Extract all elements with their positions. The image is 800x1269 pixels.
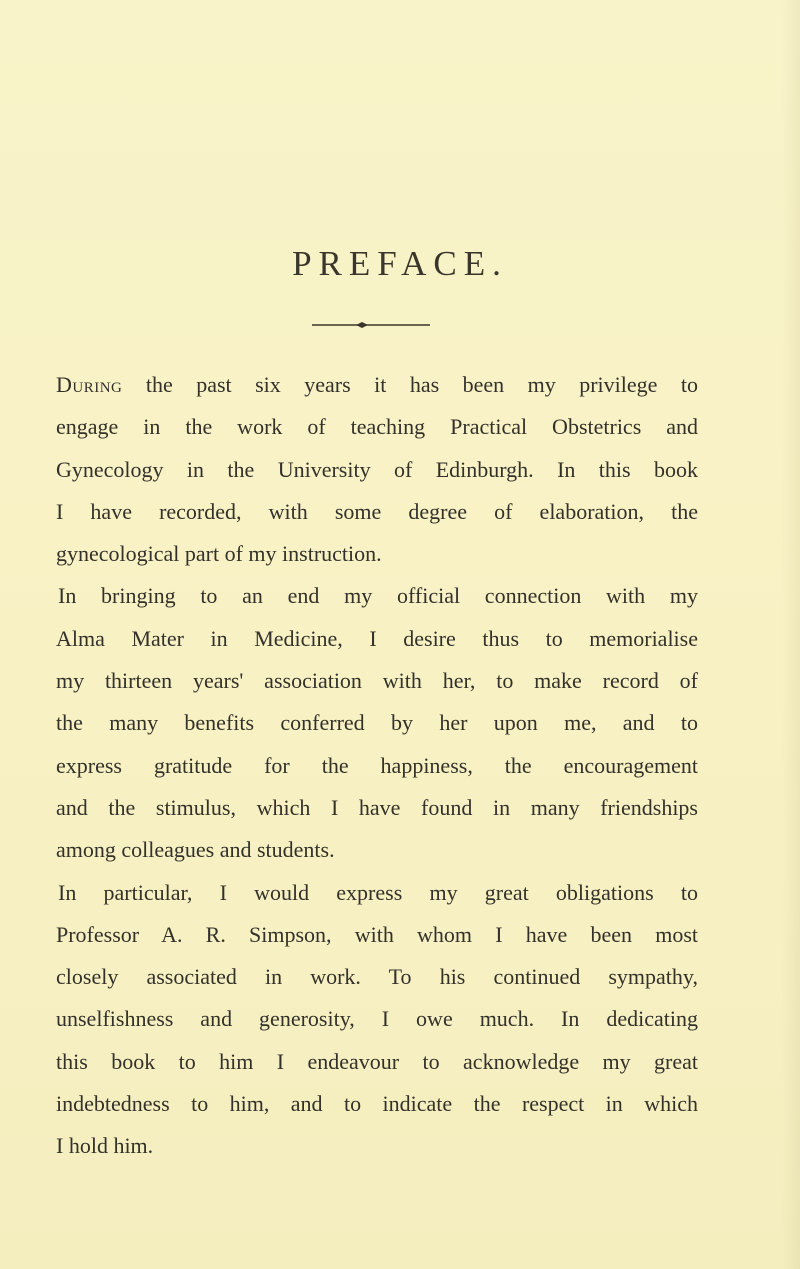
- text-line: unselfishness and generosity, I owe much. In dedicating: [56, 1006, 698, 1032]
- text-line: the many benefits conferred by her upon me, and to: [56, 710, 698, 736]
- text-line: engage in the work of teaching Practical Obstetrics and: [56, 414, 698, 440]
- text-line: Alma Mater in Medicine, I desire thus to memorialise: [56, 625, 698, 651]
- text-line: express gratitude for the happiness, the encouragement: [56, 752, 698, 778]
- text-line: I have recorded, with some degree of elaboration, the: [56, 498, 698, 524]
- text-line-rest: the past six years it has been my privilege to: [122, 372, 698, 397]
- text-line: closely associated in work. To his continued sympathy,: [56, 964, 698, 990]
- text-line: this book to him I endeavour to acknowledge my great: [56, 1048, 698, 1074]
- drop-word: During: [56, 372, 123, 397]
- text-line: [56, 364, 698, 406]
- text-line: gynecological part of my instruction.: [56, 541, 382, 567]
- text-line: and the stimulus, which I have found in many friendships: [56, 794, 698, 820]
- text-line: I hold him.: [56, 1133, 154, 1159]
- text-line: among colleagues and students.: [56, 837, 335, 863]
- text-line: Gynecology in the University of Edinburgh. In this book: [56, 456, 698, 482]
- text-line: indebtedness to him, and to indicate the respect in which: [56, 1091, 698, 1117]
- text-line: In bringing to an end my official connection with my: [58, 583, 698, 609]
- preface-body: [56, 364, 698, 1168]
- text-line: my thirteen years' association with her, to make record of: [56, 668, 698, 694]
- page-edge-shadow: [782, 0, 800, 1269]
- preface-heading: PREFACE.: [292, 244, 508, 283]
- diamond-rule-icon: [312, 320, 430, 330]
- text-line: Professor A. R. Simpson, with whom I have been most: [56, 921, 698, 947]
- text-line: In particular, I would express my great obligations to: [58, 879, 698, 905]
